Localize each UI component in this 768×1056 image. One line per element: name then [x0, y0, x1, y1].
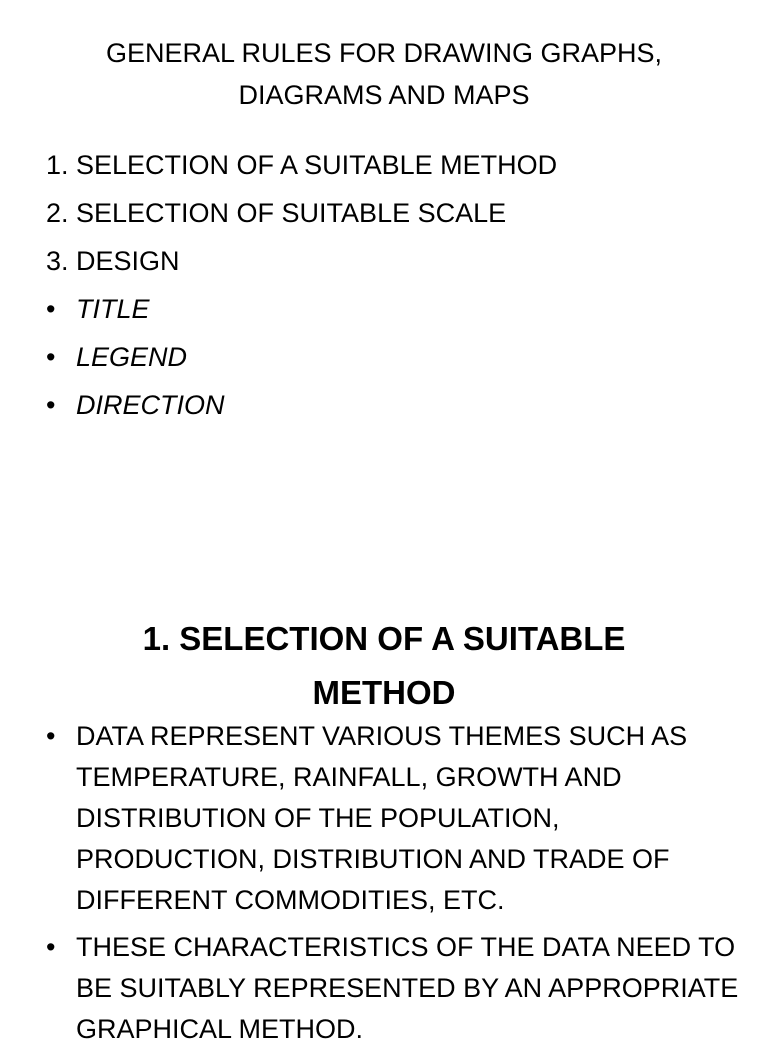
slide-title [40, 612, 728, 720]
bullet-glyph: • [46, 932, 56, 962]
rules-list [46, 141, 748, 429]
bullet-line: TEMPERATURE, RAINFALL, GROWTH AND [76, 762, 622, 792]
bullet-item: • LEGEND [46, 333, 748, 381]
title-line: GENERAL RULES FOR DRAWING GRAPHS, [105, 38, 663, 68]
title-line: DIAGRAMS AND MAPS [238, 80, 530, 110]
bullet-glyph: • [46, 294, 56, 324]
title-line: 1. SELECTION OF A SUITABLE [142, 620, 626, 657]
method-bullets [46, 716, 748, 1056]
bullet-line: DISTRIBUTION OF THE POPULATION, [76, 803, 560, 833]
bullet-item [46, 716, 748, 921]
bullet-item [46, 927, 748, 1050]
numbered-item: 3. DESIGN [46, 246, 180, 276]
bullet-item: • DIRECTION [46, 381, 748, 429]
slide-general-rules [0, 0, 768, 520]
title-line: METHOD [312, 674, 456, 711]
bullet-item: • TITLE [46, 285, 748, 333]
bullet-glyph: • [46, 721, 56, 751]
numbered-item: 2. SELECTION OF SUITABLE SCALE [46, 198, 507, 228]
bullet-glyph: • [46, 342, 56, 372]
bullet-line: PRODUCTION, DISTRIBUTION AND TRADE OF [76, 844, 670, 874]
bullet-line: THESE CHARACTERISTICS OF THE DATA NEED TO [76, 932, 736, 962]
numbered-item: 1. SELECTION OF A SUITABLE METHOD [46, 150, 558, 180]
slide-title [40, 32, 728, 116]
slide-selection-method [0, 600, 768, 1044]
bullet-glyph: • [46, 390, 56, 420]
bullet-line: GRAPHICAL METHOD. [76, 1014, 364, 1044]
bullet-line: DIFFERENT COMMODITIES, ETC. [76, 885, 505, 915]
bullet-line: BE SUITABLY REPRESENTED BY AN APPROPRIATE [76, 973, 739, 1003]
bullet-line: DATA REPRESENT VARIOUS THEMES SUCH AS [76, 721, 688, 751]
